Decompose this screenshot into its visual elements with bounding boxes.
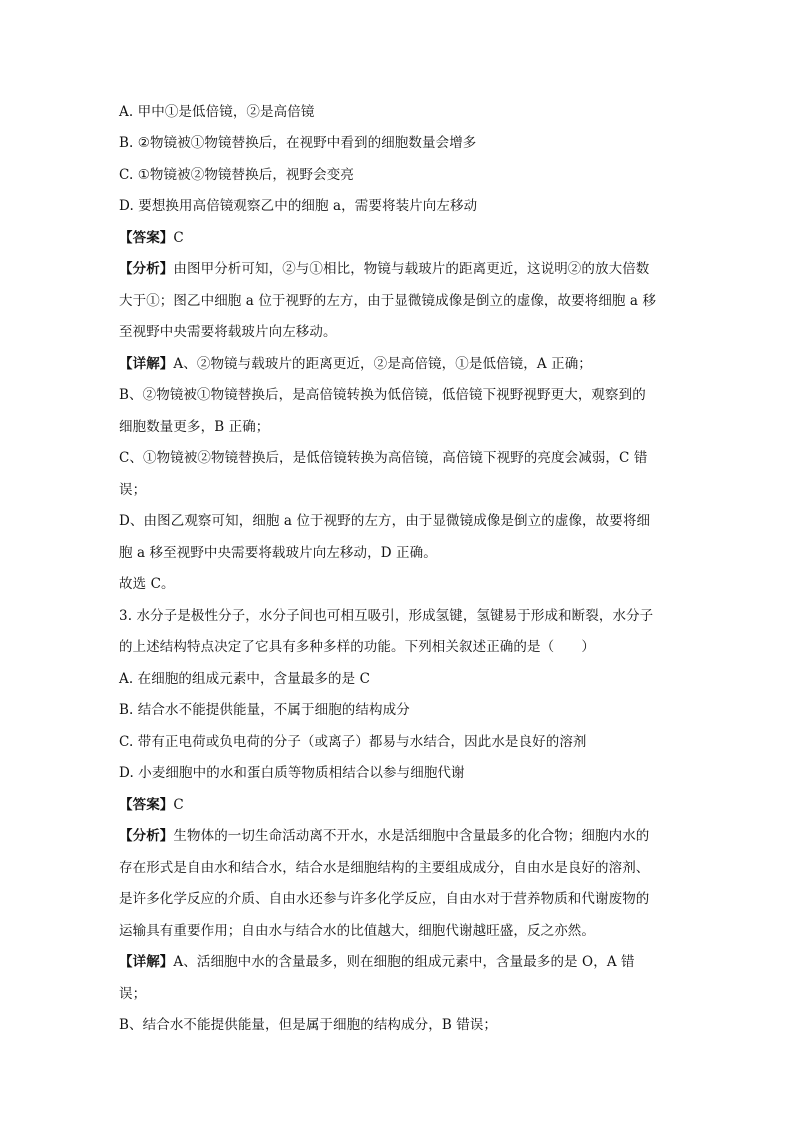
analysis-text: 生物体的一切生命活动离不开水，水是活细胞中含量最多的化合物；细胞内水的 [173, 828, 650, 844]
detail-text: B、②物镜被①物镜替换后，是高倍镜转换为低倍镜，低倍镜下视野视野更大，观察到的 [119, 387, 646, 403]
answer-label: 【答案】 [119, 797, 174, 813]
detail-text: 细胞数量更多，B 正确； [119, 419, 270, 435]
analysis-text: 大于①；图乙中细胞 a 位于视野的左方，由于显微镜成像是倒立的虚像，故要将细胞 a 移 [119, 293, 657, 309]
q3-analysis-line [119, 826, 679, 846]
detail-text: D、由图乙观察可知，细胞 a 位于视野的左方，由于显微镜成像是倒立的虚像，故要将细 [119, 513, 651, 529]
analysis-label: 【分析】 [119, 828, 174, 844]
question-stem: 3. 水分子是极性分子，水分子间也可相互吸引，形成氢键，氢键易于形成和断裂，水分子 [119, 608, 654, 624]
q3-option-b: B. 结合水不能提供能量，不属于细胞的结构成分 [119, 702, 410, 718]
analysis-text: 存在形式是自由水和结合水，结合水是细胞结构的主要组成成分，自由水是良好的溶剂、 [119, 860, 650, 876]
detail-text: 胞 a 移至视野中央需要将载玻片向左移动，D 正确。 [119, 545, 437, 561]
detail-text: 误； [119, 986, 147, 1002]
q3-option-a: A. 在细胞的组成元素中，含量最多的是 C [119, 671, 371, 687]
option-a: A. 甲中①是低倍镜，②是高倍镜 [119, 104, 315, 120]
detail-text: A、活细胞中水的含量最多，则在细胞的组成元素中，含量最多的是 O，A 错 [173, 954, 635, 970]
analysis-text: 运输具有重要作用；自由水与结合水的比值越大，细胞代谢越旺盛，反之亦然。 [119, 923, 595, 939]
detail-text: C、①物镜被②物镜替换后，是低倍镜转换为高倍镜，高倍镜下视野的亮度会减弱，C 错 [119, 450, 648, 466]
option-b: B. ②物镜被①物镜替换后，在视野中看到的细胞数量会增多 [119, 135, 477, 151]
analysis-line [119, 259, 679, 279]
detail-text: 误； [119, 482, 147, 498]
q3-option-d: D. 小麦细胞中的水和蛋白质等物质相结合以参与细胞代谢 [119, 765, 465, 781]
q3-answer-line [119, 795, 679, 815]
detail-label: 【详解】 [119, 356, 174, 372]
answer-value: C [173, 230, 184, 246]
conclusion-text: 故选 C。 [119, 576, 175, 592]
answer-label: 【答案】 [119, 230, 174, 246]
option-d: D. 要想换用高倍镜观察乙中的细胞 a，需要将装片向左移动 [119, 198, 478, 214]
answer-value: C [173, 797, 184, 813]
detail-label: 【详解】 [119, 954, 174, 970]
analysis-text: 至视野中央需要将载玻片向左移动。 [119, 324, 337, 340]
analysis-label: 【分析】 [119, 261, 174, 277]
detail-text: A、②物镜与载玻片的距离更近，②是高倍镜，①是低倍镜，A 正确； [173, 356, 592, 372]
detail-line [119, 354, 679, 374]
detail-text: B、结合水不能提供能量，但是属于细胞的结构成分，B 错误； [119, 1017, 498, 1033]
analysis-text: 由图甲分析可知，②与①相比，物镜与载玻片的距离更近，这说明②的放大倍数 [173, 261, 650, 277]
question-stem: 的上述结构特点决定了它具有多种多样的功能。下列相关叙述正确的是（ ） [119, 639, 595, 655]
analysis-text: 是许多化学反应的介质、自由水还参与许多化学反应，自由水对于营养物质和代谢废物的 [119, 891, 650, 907]
answer-line [119, 228, 679, 248]
option-c: C. ①物镜被②物镜替换后，视野会变亮 [119, 167, 354, 183]
q3-option-c: C. 带有正电荷或负电荷的分子（或离子）都易与水结合，因此水是良好的溶剂 [119, 734, 587, 750]
q3-detail-line [119, 952, 679, 972]
